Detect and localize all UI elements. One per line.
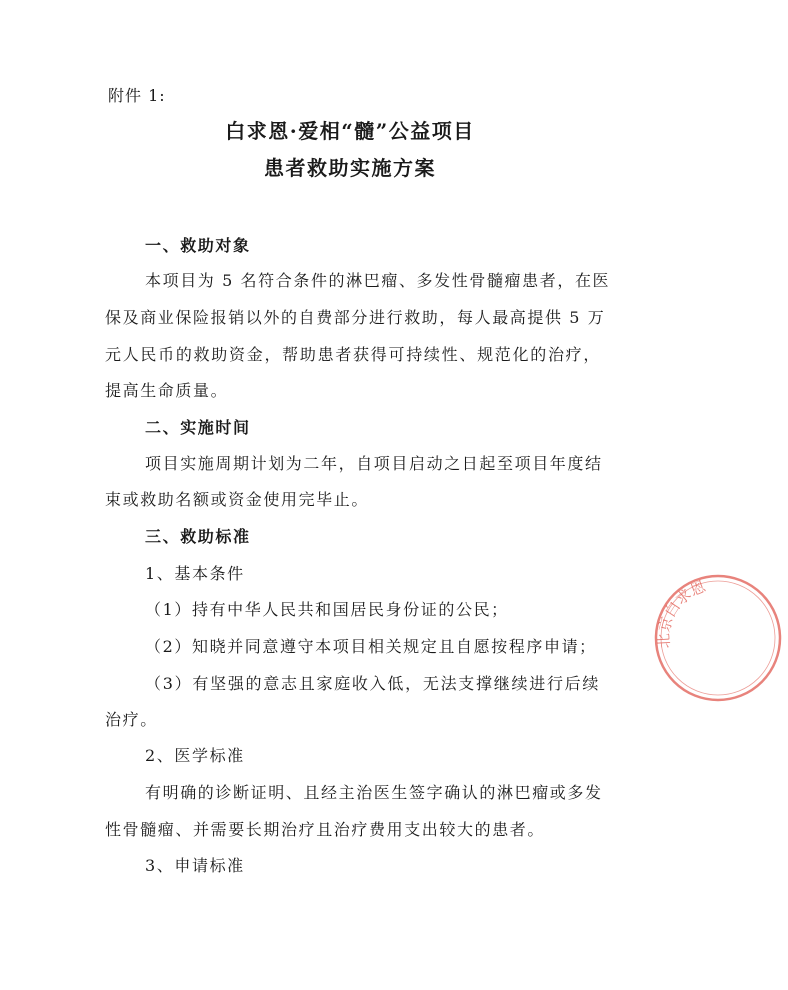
section1-paragraph-line: 提高生命质量。 [105, 381, 229, 400]
condition-item-2: （2）知晓并同意遵守本项目相关规定且自愿按程序申请； [145, 637, 597, 656]
section3-subheading-application: 3、申请标准 [145, 856, 245, 875]
section1-paragraph-line: 保及商业保险报销以外的自费部分进行救助，每人最高提供 5 万 [105, 308, 606, 327]
section3-subheading-medical: 2、医学标准 [145, 746, 245, 765]
section2-heading: 二、实施时间 [145, 418, 251, 437]
seal-text: 北京白求恩 [654, 577, 709, 649]
section3-subheading-basic: 1、基本条件 [145, 564, 245, 583]
condition-item-3: （3）有坚强的意志且家庭收入低，无法支撑继续进行后续 [145, 674, 600, 693]
medical-standard-line: 性骨髓瘤、并需要长期治疗且治疗费用支出较大的患者。 [105, 820, 546, 839]
condition-item-1: （1）持有中华人民共和国居民身份证的公民； [145, 600, 509, 619]
section1-heading: 一、救助对象 [145, 236, 251, 255]
svg-text:北京白求恩 [655, 577, 709, 649]
section2-paragraph-line: 束或救助名额或资金使用完毕止。 [105, 490, 370, 509]
condition-item-3-cont: 治疗。 [105, 710, 158, 729]
document-title-line1: 白求恩·爱相“髓”公益项目 [225, 119, 475, 143]
section2-paragraph-line: 项目实施周期计划为二年，自项目启动之日起至项目年度结 [145, 454, 603, 473]
official-seal-icon [648, 568, 788, 708]
section3-heading: 三、救助标准 [145, 527, 251, 546]
attachment-label: 附件 1: [108, 86, 166, 105]
section1-paragraph-line: 本项目为 5 名符合条件的淋巴瘤、多发性骨髓瘤患者，在医 [145, 271, 611, 290]
document-title-line2: 患者救助实施方案 [264, 156, 436, 180]
section1-paragraph-line: 元人民币的救助资金，帮助患者获得可持续性、规范化的治疗， [105, 345, 601, 364]
medical-standard-line: 有明确的诊断证明、且经主治医生签字确认的淋巴瘤或多发 [145, 783, 603, 802]
